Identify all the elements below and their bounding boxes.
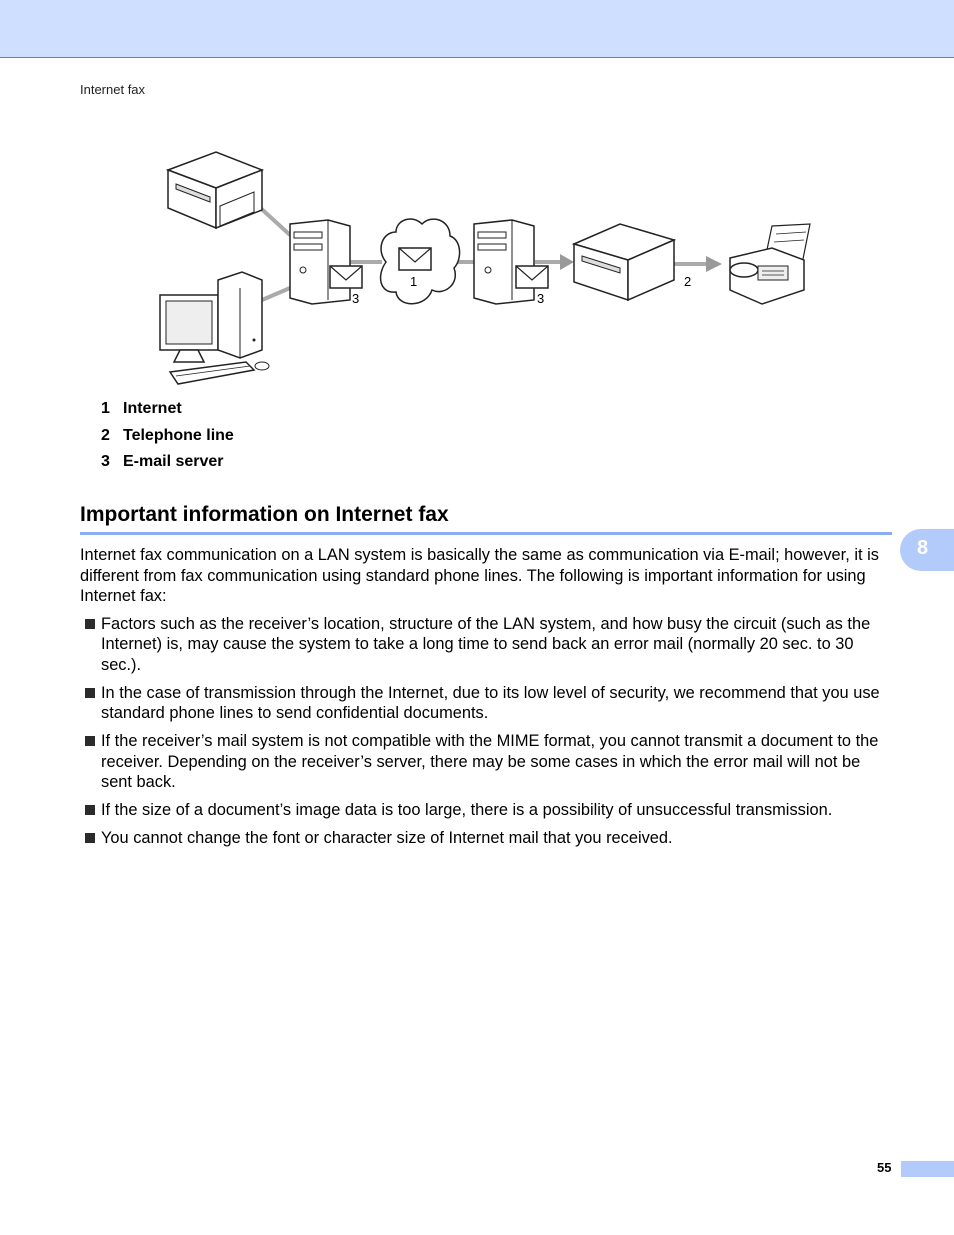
- computer-icon: [160, 272, 269, 384]
- square-bullet-icon: [85, 833, 95, 843]
- legend-number: 3: [101, 453, 110, 470]
- chapter-number: 8: [917, 537, 929, 559]
- diagram-legend: [101, 399, 234, 479]
- receiver-mfc-icon: [574, 224, 674, 300]
- running-header: Internet fax: [80, 82, 146, 97]
- list-item: [80, 800, 890, 821]
- bullet-text: If the size of a document’s image data is too large, there is a possibility of unsuccessful transmission.: [101, 801, 833, 819]
- legend-label: Internet: [123, 400, 182, 417]
- intro-paragraph: Internet fax communication on a LAN system is basically the same as communication via E-mail; however, it is different from fax communication using standard phone lines. The following is important information for using Internet fax:: [80, 546, 879, 605]
- bullet-text: If the receiver’s mail system is not compatible with the MIME format, you cannot transmit a document to the receiver. Depending on the receiver’s server, there may be some cases in which the error mail will not be sent back.: [101, 732, 879, 791]
- label-internet: 1: [410, 274, 418, 289]
- list-item: [80, 614, 890, 676]
- internet-fax-diagram: [150, 140, 820, 395]
- list-item: [80, 828, 890, 849]
- legend-item: [101, 426, 234, 453]
- title-underline: [80, 532, 892, 535]
- arrow-head-icon: [560, 254, 574, 270]
- bullet-text: Factors such as the receiver’s location, structure of the LAN system, and how busy the circuit (such as the Internet) is, may cause the system to take a long time to send back an error mail (normally 20 sec. to 30 sec.).: [101, 614, 871, 674]
- chapter-tab: [900, 529, 954, 571]
- label-email-server-right: 3: [537, 291, 545, 306]
- square-bullet-icon: [85, 805, 95, 815]
- list-item: [80, 683, 890, 724]
- label-email-server-left: 3: [352, 291, 360, 306]
- legend-label: E-mail server: [123, 453, 224, 470]
- footer-tab: [901, 1161, 954, 1177]
- page-number: 55: [877, 1160, 892, 1175]
- arrow-head-icon: [706, 256, 722, 272]
- connector-pc-to-server: [262, 288, 290, 300]
- bullet-text: In the case of transmission through the Internet, due to its low level of security, we recommend that you use standard phone lines to send confidential documents.: [101, 683, 880, 722]
- list-item: [80, 731, 890, 793]
- fax-machine-icon: [730, 224, 810, 304]
- bullet-text: You cannot change the font or character size of Internet mail that you received.: [101, 829, 673, 847]
- section-body: [80, 545, 890, 856]
- sender-mfc-icon: [168, 152, 262, 228]
- legend-number: 2: [101, 426, 110, 444]
- legend-item: [101, 452, 234, 479]
- internet-cloud-icon: [381, 219, 460, 304]
- header-band: [0, 0, 954, 58]
- legend-number: 1: [101, 400, 110, 417]
- section-title: Important information on Internet fax: [80, 503, 449, 526]
- legend-item: [101, 399, 234, 426]
- square-bullet-icon: [85, 736, 95, 746]
- square-bullet-icon: [85, 688, 95, 698]
- square-bullet-icon: [85, 619, 95, 629]
- legend-label: Telephone line: [123, 426, 234, 444]
- info-bullet-list: [80, 614, 890, 849]
- label-telephone-line: 2: [684, 274, 692, 289]
